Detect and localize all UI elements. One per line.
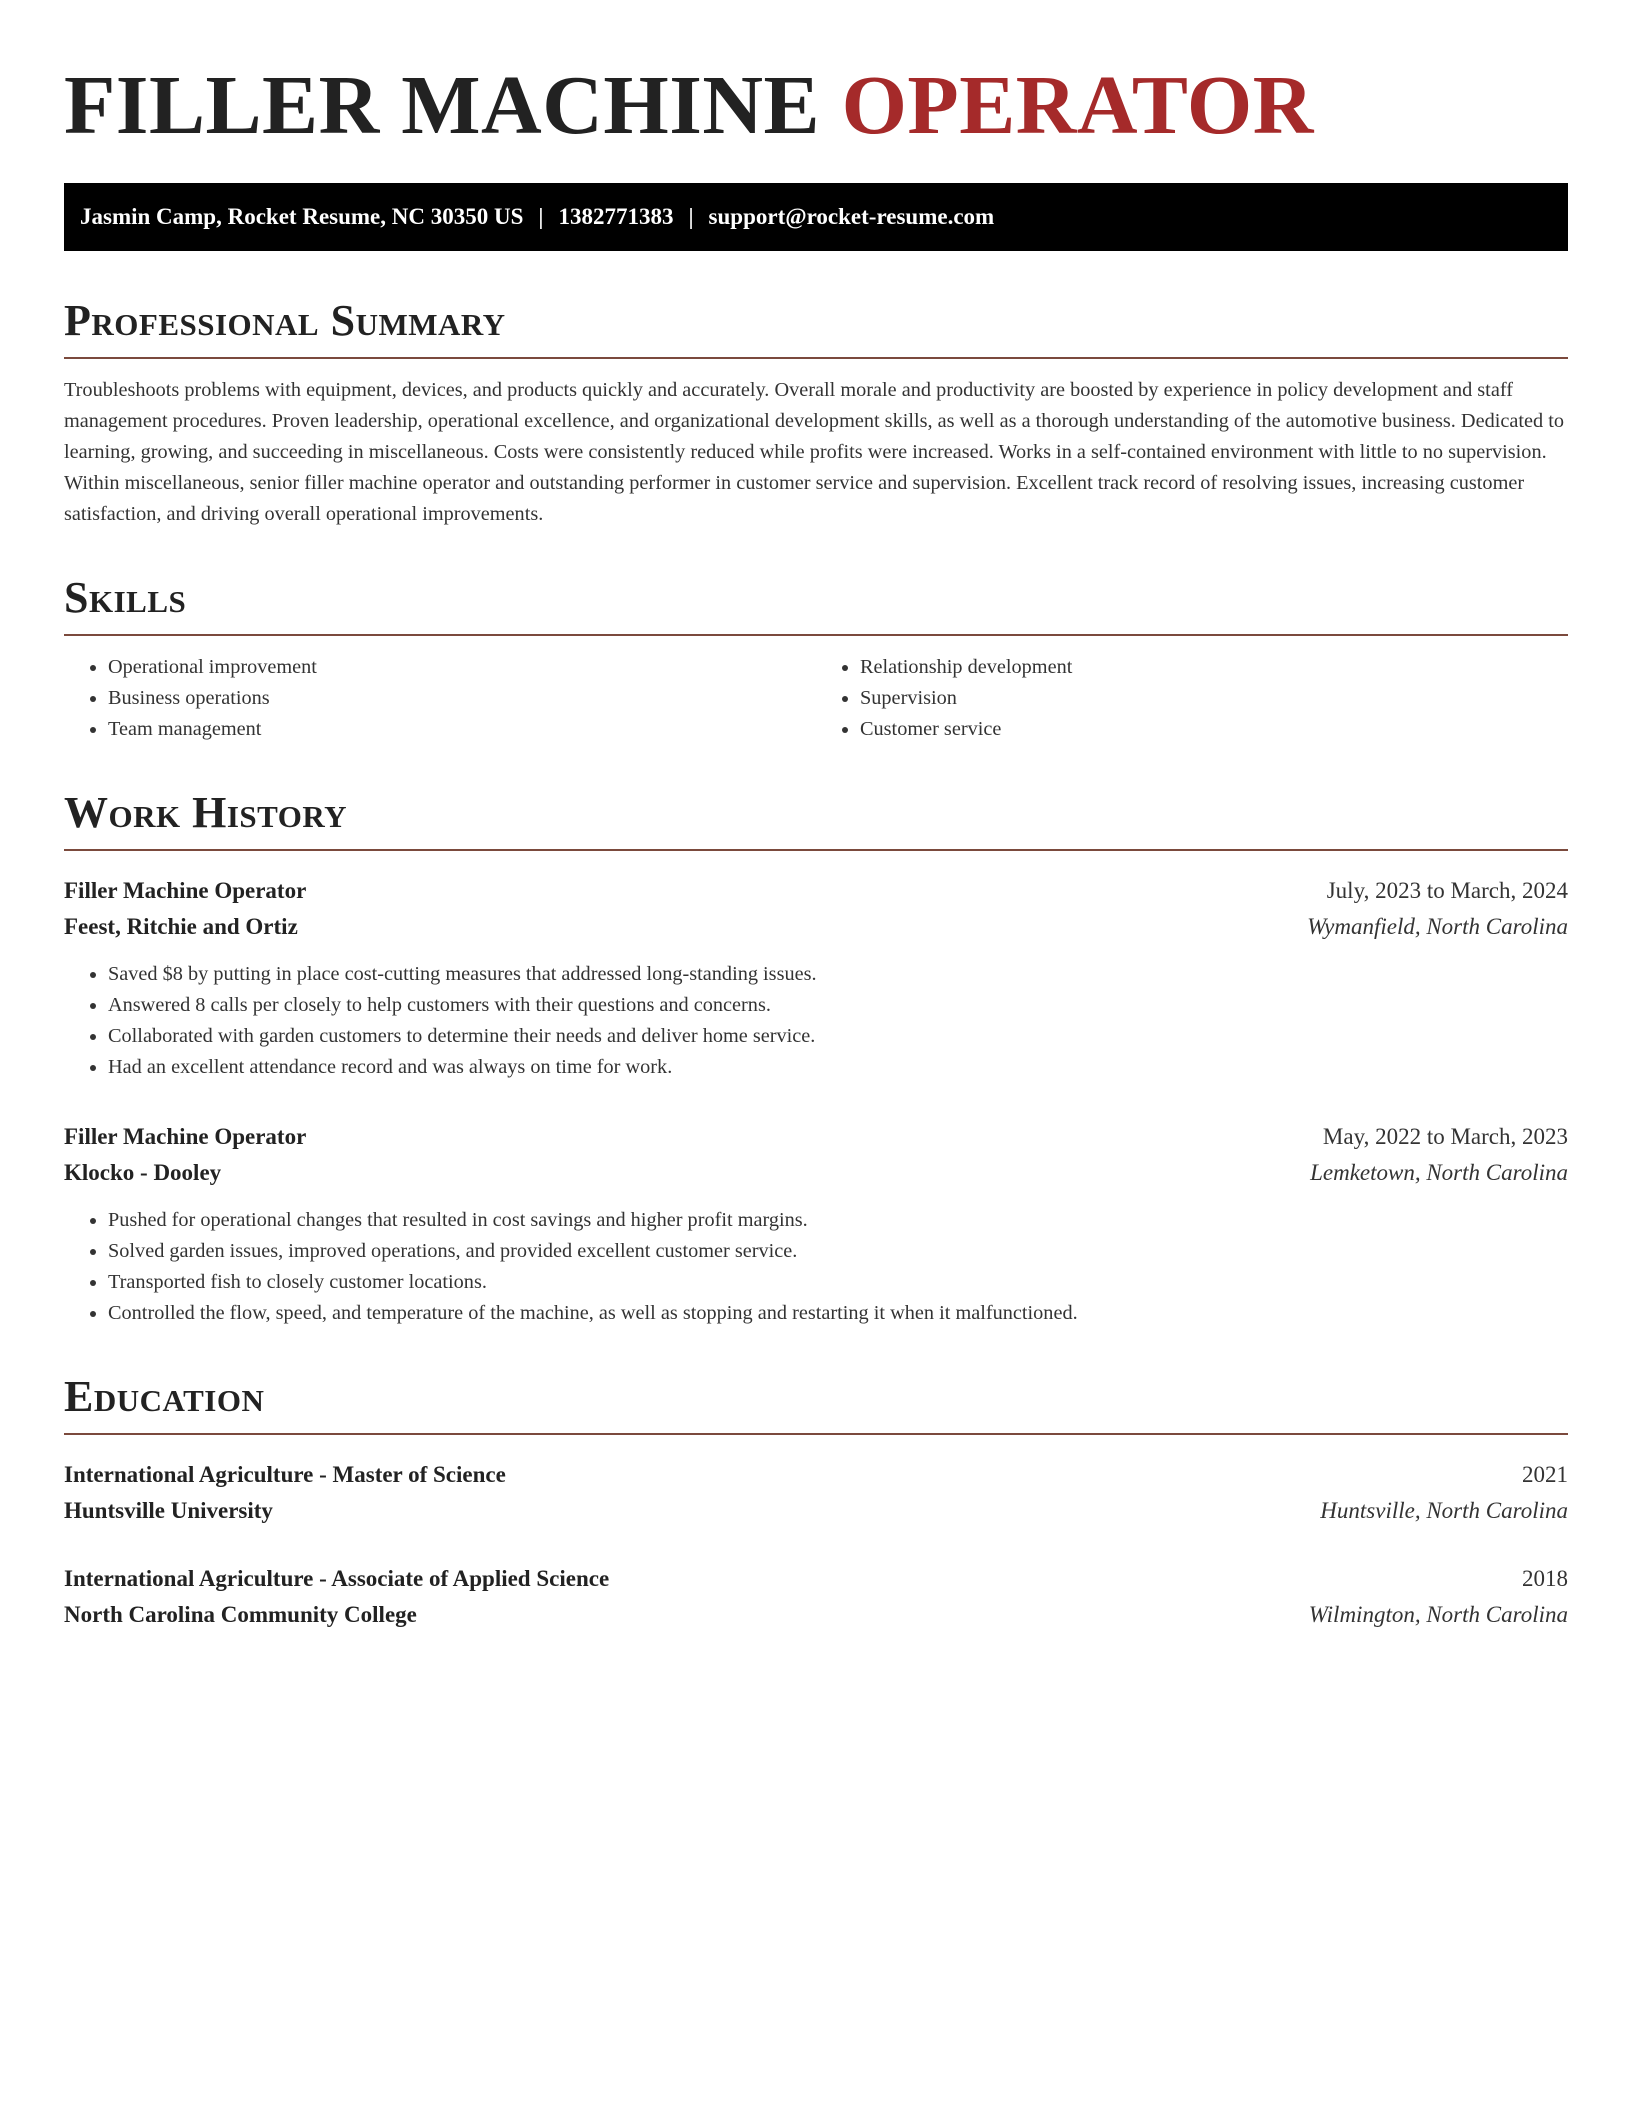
job-company-row — [64, 1155, 1568, 1191]
job-bullets — [64, 959, 1568, 1083]
education-header-row — [64, 1561, 1568, 1597]
contact-bar — [64, 183, 1568, 251]
skills-list — [64, 652, 1568, 745]
skill-item: • Customer service — [860, 714, 1568, 745]
skill-item: • Relationship development — [860, 652, 1568, 683]
job-location: Wymanfield, North Carolina — [1307, 913, 1568, 939]
education-heading: Education — [64, 1375, 1568, 1435]
job-company-row — [64, 909, 1568, 945]
skills-column-left — [64, 652, 816, 745]
title-main: FILLER MACHINE — [64, 59, 821, 152]
education-school-row — [64, 1597, 1568, 1633]
job-title: Filler Machine Operator — [64, 1123, 307, 1149]
education-entry — [64, 1561, 1568, 1633]
education-year: 2021 — [1522, 1461, 1568, 1487]
job-header-row — [64, 1119, 1568, 1155]
skill-item: • Supervision — [860, 683, 1568, 714]
contact-phone: 1382771383 — [558, 203, 674, 229]
contact-separator: | — [688, 203, 694, 229]
work-history-heading: Work History — [64, 791, 1568, 851]
title-accent: OPERATOR — [841, 59, 1314, 152]
job-bullet: • Answered 8 calls per closely to help customers with their questions and concerns. — [108, 990, 1568, 1021]
job-bullets — [64, 1205, 1568, 1329]
education-school: North Carolina Community College — [64, 1601, 417, 1627]
job-company: Klocko - Dooley — [64, 1159, 222, 1185]
skills-column-right — [816, 652, 1568, 745]
skills-heading: Skills — [64, 576, 1568, 636]
education-degree: International Agriculture - Associate of Applied Science — [64, 1565, 610, 1591]
education-year: 2018 — [1522, 1565, 1568, 1591]
job-bullet: • Had an excellent attendance record and was always on time for work. — [108, 1052, 1568, 1083]
education-location: Huntsville, North Carolina — [1320, 1497, 1568, 1523]
education-entry — [64, 1457, 1568, 1529]
contact-address: Jasmin Camp, Rocket Resume, NC 30350 US — [80, 203, 524, 229]
job-bullet: • Saved $8 by putting in place cost-cutting measures that addressed long-standing issues. — [108, 959, 1568, 990]
summary-text: Troubleshoots problems with equipment, devices, and products quickly and accurately. Overall morale and productivity are boosted by experience in policy development and staff management procedures. Proven leadership, operational excellence, and organizational development skills, as well as a thorough understanding of the automotive business. Dedicated to learning, growing, and succeeding in miscellaneous. Costs were consistently reduced while profits were increased. Works in a self-contained environment with little to no supervision. Within miscellaneous, senior filler machine operator and outstanding performer in customer service and supervision. Excellent track record of resolving issues, increasing customer satisfaction, and driving overall operational improvements. — [64, 378, 1564, 525]
education-school-row — [64, 1493, 1568, 1529]
skill-item: • Business operations — [108, 683, 816, 714]
job-header-row — [64, 873, 1568, 909]
job-bullet: • Transported fish to closely customer locations. — [108, 1267, 1568, 1298]
job-title: Filler Machine Operator — [64, 877, 307, 903]
job-bullet: • Pushed for operational changes that resulted in cost savings and higher profit margins. — [108, 1205, 1568, 1236]
job-entry — [64, 873, 1568, 1083]
education-location: Wilmington, North Carolina — [1308, 1601, 1568, 1627]
skill-item: • Operational improvement — [108, 652, 816, 683]
education-degree: International Agriculture - Master of Science — [64, 1461, 506, 1487]
job-bullet: • Solved garden issues, improved operations, and provided excellent customer service. — [108, 1236, 1568, 1267]
education-school: Huntsville University — [64, 1497, 273, 1523]
job-bullet: • Controlled the flow, speed, and temperature of the machine, as well as stopping and restarting it when it malfunctioned. — [108, 1298, 1568, 1329]
contact-email: support@rocket-resume.com — [708, 203, 995, 229]
job-location: Lemketown, North Carolina — [1310, 1159, 1568, 1185]
education-header-row — [64, 1457, 1568, 1493]
job-dates: May, 2022 to March, 2023 — [1322, 1123, 1568, 1149]
job-entry — [64, 1119, 1568, 1329]
summary-heading: Professional Summary — [64, 299, 1568, 359]
job-bullet: • Collaborated with garden customers to determine their needs and deliver home service. — [108, 1021, 1568, 1052]
resume-title — [64, 56, 1568, 157]
contact-separator: | — [538, 203, 544, 229]
job-dates: July, 2023 to March, 2024 — [1326, 877, 1568, 903]
job-company: Feest, Ritchie and Ortiz — [64, 913, 298, 939]
skill-item: • Team management — [108, 714, 816, 745]
